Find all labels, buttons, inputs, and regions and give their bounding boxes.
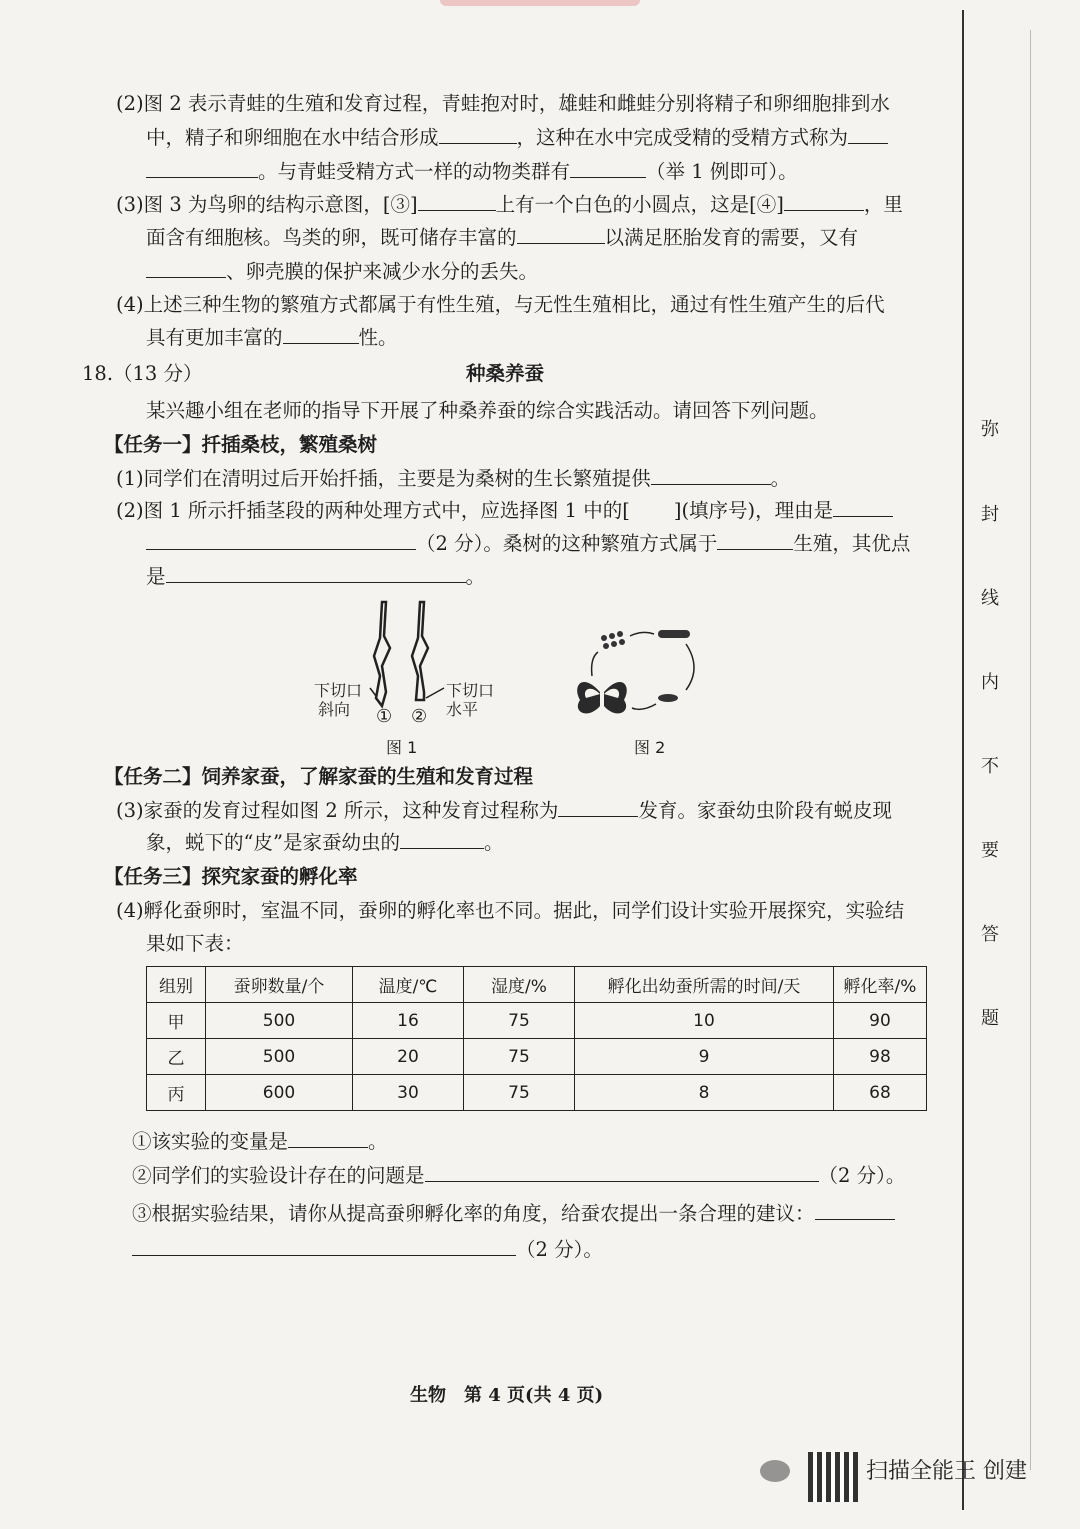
table-cell: 30 (353, 1075, 464, 1111)
seal-char: 封 (981, 504, 999, 525)
answer-blank[interactable] (833, 498, 893, 517)
table-cell: 8 (575, 1075, 834, 1111)
answer-blank[interactable] (166, 564, 466, 583)
q18-q2-line3: 是 。 (146, 565, 486, 588)
table-header: 湿度/% (464, 967, 575, 1003)
stem-cutting-1 (374, 602, 390, 706)
q17-part2-line2: 中，精子和卵细胞在水中结合形成 ，这种在水中完成受精的受精方式称为 (146, 124, 888, 152)
answer-blank[interactable] (439, 125, 517, 144)
answer-blank[interactable] (288, 1129, 368, 1148)
table-row (147, 1003, 927, 1039)
table-cell: 丙 (147, 1075, 206, 1111)
pupa-icon (658, 694, 678, 702)
answer-blank[interactable] (784, 192, 864, 211)
hatching-results-table (146, 966, 927, 1111)
answer-blank[interactable] (848, 125, 888, 144)
task1-heading: 【任务一】扦插桑枝，繁殖桑树 (104, 433, 378, 456)
q18-intro: 某兴趣小组在老师的指导下开展了种桑养蚕的综合实践活动。请回答下列问题。 (146, 399, 829, 422)
butterfly-icon (577, 682, 627, 713)
table-cell: 10 (575, 1003, 834, 1039)
q17-part3-line1: (3)图 3 为鸟卵的结构示意图，[③] 上有一个白色的小圆点，这是[④] ，里 (116, 193, 903, 216)
table-cell: 75 (464, 1003, 575, 1039)
table-cell: 乙 (147, 1039, 206, 1075)
answer-blank[interactable] (146, 159, 258, 178)
table-cell: 500 (206, 1003, 353, 1039)
stain-mark (440, 0, 640, 6)
answer-blank[interactable] (651, 466, 771, 485)
q18-sub3-line2: （2 分）。 (132, 1236, 603, 1264)
larva-icon (658, 630, 690, 638)
answer-blank[interactable] (146, 531, 416, 550)
q18-title: 种桑养蚕 (466, 362, 545, 385)
table-cell: 600 (206, 1075, 353, 1111)
q18-q4-line1: (4)孵化蚕卵时，室温不同，蚕卵的孵化率也不同。据此，同学们设计实验开展探究，实验结 (116, 899, 905, 922)
q18-q2-line1: (2)图 1 所示扦插茎段的两种处理方式中，应选择图 1 中的[ ](填序号)，理由是 (116, 497, 893, 525)
q18-q1: (1)同学们在清明过后开始扦插，主要是为桑树的生长繁殖提供 。 (116, 467, 791, 490)
fig1-right-label-2: 水平 (446, 700, 479, 719)
seal-char: 要 (981, 840, 999, 861)
figure2-silkworm-lifecycle (570, 616, 710, 728)
eggs-icon (601, 631, 625, 649)
q17-part4-line1: (4)上述三种生物的繁殖方式都属于有性生殖，与无性生殖相比，通过有性生殖产生的后代 (116, 293, 885, 316)
fig1-left-label-1: 下切口 (314, 681, 363, 700)
answer-blank[interactable] (570, 159, 646, 178)
table-cell: 75 (464, 1039, 575, 1075)
fig1-number-2: ② (411, 706, 428, 727)
answer-blank[interactable] (717, 531, 793, 550)
arrow-1 (630, 632, 654, 636)
fig2-caption: 图 2 (634, 738, 666, 757)
q18-sub1: ①该实验的变量是 。 (132, 1130, 388, 1153)
seal-char: 弥 (981, 419, 999, 440)
table-cell: 20 (353, 1039, 464, 1075)
task3-heading: 【任务三】探究家蚕的孵化率 (104, 865, 358, 888)
table-header: 温度/℃ (353, 967, 464, 1003)
answer-blank[interactable] (558, 798, 638, 817)
table-header-row (147, 967, 927, 1003)
answer-blank[interactable] (132, 1237, 516, 1256)
pointer-right (426, 688, 444, 698)
answer-blank[interactable] (425, 1163, 819, 1182)
table-cell: 98 (834, 1039, 927, 1075)
seal-char: 线 (981, 588, 999, 609)
q18-sub3-line1: ③根据实验结果，请你从提高蚕卵孵化率的角度，给蚕农提出一条合理的建议： (132, 1200, 895, 1228)
q18-sub2: ②同学们的实验设计存在的问题是 （2 分）。 (132, 1164, 906, 1187)
seal-line (962, 10, 964, 1510)
table-header: 蚕卵数量/个 (206, 967, 353, 1003)
stem-cutting-2 (412, 602, 428, 700)
table-header: 孵化率/% (834, 967, 927, 1003)
answer-blank[interactable] (815, 1201, 895, 1220)
answer-blank[interactable] (283, 325, 359, 344)
page-edge (1030, 30, 1031, 1470)
table-cell: 90 (834, 1003, 927, 1039)
table-row (147, 1039, 927, 1075)
table-cell: 500 (206, 1039, 353, 1075)
q17-part2-line3: 。与青蛙受精方式一样的动物类群有 （举 1 例即可）。 (146, 158, 798, 186)
q17-part3-line2: 面含有细胞核。鸟类的卵，既可储存丰富的 以满足胚胎发育的需要，又有 (146, 226, 859, 249)
q18-q2-line2: （2 分）。桑树的这种繁殖方式属于 生殖，其优点 (146, 530, 910, 558)
pointer-left (370, 688, 376, 696)
answer-blank[interactable] (400, 830, 484, 849)
table-cell: 9 (575, 1039, 834, 1075)
table-header: 组别 (147, 967, 206, 1003)
q18-number: 18.（13 分） (82, 362, 203, 385)
q17-part4-line2: 具有更加丰富的 性。 (146, 326, 398, 349)
arrow-4 (592, 652, 598, 676)
wechat-logo-icon (760, 1460, 790, 1482)
answer-blank[interactable] (418, 192, 496, 211)
answer-blank[interactable] (517, 225, 605, 244)
arrow-2 (686, 644, 694, 690)
fig1-right-label-1: 下切口 (446, 681, 495, 700)
table-cell: 16 (353, 1003, 464, 1039)
qr-code-icon (808, 1452, 858, 1502)
fig1-number-1: ① (376, 706, 393, 727)
scanner-watermark: 扫描全能王 创建 (866, 1459, 1027, 1484)
seal-char: 答 (981, 924, 999, 945)
table-header: 孵化出幼蚕所需的时间/天 (575, 967, 834, 1003)
task2-heading: 【任务二】饲养家蚕，了解家蚕的生殖和发育过程 (104, 765, 534, 788)
q18-q4-line2: 果如下表： (146, 932, 244, 955)
table-cell: 甲 (147, 1003, 206, 1039)
fig1-left-label-2: 斜向 (318, 700, 351, 719)
q17-part2-line1: (2)图 2 表示青蛙的生殖和发育过程，青蛙抱对时，雄蛙和雌蛙分别将精子和卵细胞排到水 (116, 92, 890, 115)
fig1-caption: 图 1 (386, 738, 418, 757)
page-footer: 生物 第 4 页(共 4 页) (410, 1385, 604, 1406)
q18-q3-line2: 象，蜕下的“皮”是家蚕幼虫的 。 (146, 831, 504, 854)
q17-part3-line3: 、卵壳膜的保护来减少水分的丢失。 (146, 258, 538, 286)
arrow-3 (632, 704, 656, 709)
q18-q3-line1: (3)家蚕的发育过程如图 2 所示，这种发育过程称为 发育。家蚕幼虫阶段有蜕皮现 (116, 799, 892, 822)
seal-char: 内 (981, 672, 999, 693)
table-row (147, 1075, 927, 1111)
seal-char: 题 (981, 1008, 999, 1029)
table-cell: 68 (834, 1075, 927, 1111)
table-cell: 75 (464, 1075, 575, 1111)
answer-blank[interactable] (146, 259, 226, 278)
seal-char: 不 (981, 756, 999, 777)
